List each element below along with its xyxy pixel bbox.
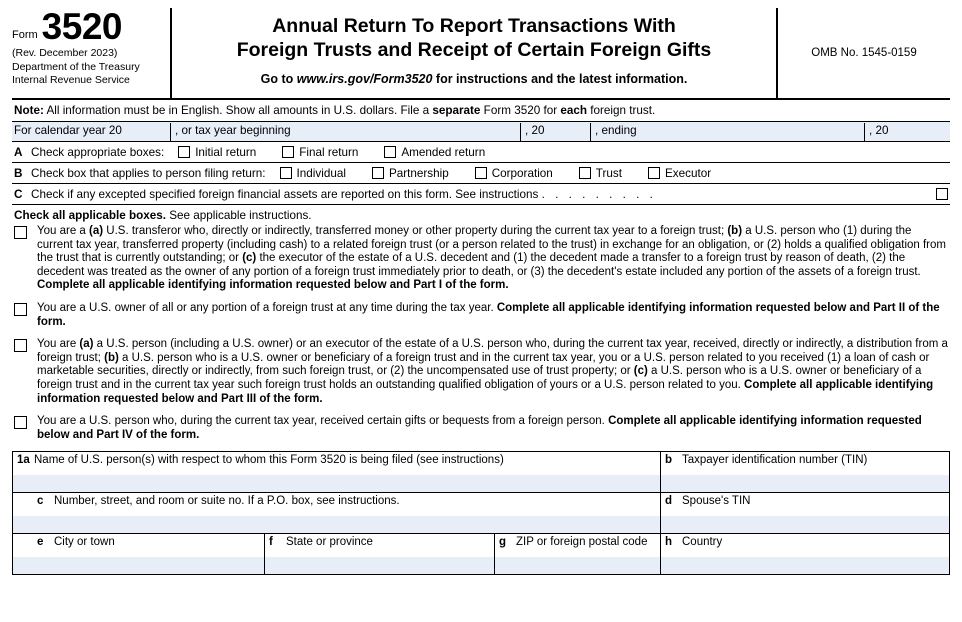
checkbox-item-part-2-text: You are a U.S. owner of all or any portion of a foreign trust at any time during the tax year. Complete all applicable identifying information requested below and Part II of the form. <box>37 301 940 328</box>
checkbox-item-part-4-text: You are a U.S. person who, during the current tax year, received certain gifts or bequests from a foreign person. Complete all applicable identifying information requested below and Part IV of the form. <box>37 415 922 441</box>
checkbox-initial-return[interactable] <box>178 146 256 159</box>
department-line-2: Internal Revenue Service <box>12 74 130 86</box>
omb-number: OMB No. 1545-0159 <box>811 47 917 59</box>
checkbox-icon[interactable] <box>475 167 487 179</box>
note-text-1: All information must be in English. Show all amounts in U.S. dollars. File a <box>43 104 433 117</box>
line-1b-letter: b <box>665 454 673 467</box>
line-1c-letter: c <box>37 495 44 508</box>
irs-form-url[interactable]: www.irs.gov/Form3520 <box>296 72 433 86</box>
goto-prefix: Go to <box>260 72 297 86</box>
checkbox-individual-label: Individual <box>296 166 346 180</box>
line-a-letter: A <box>14 145 23 159</box>
table-row <box>13 534 949 575</box>
input-name-of-us-person[interactable] <box>13 475 660 492</box>
for-calendar-year-label: For calendar year 20 <box>14 124 122 137</box>
note-emphasis-each: each <box>560 104 587 117</box>
input-zip-code[interactable] <box>495 557 660 574</box>
checkbox-item-part-3[interactable] <box>12 338 950 415</box>
line-1f-letter: f <box>269 536 273 549</box>
table-row <box>13 452 949 493</box>
line-1a-letter: 1a <box>17 454 30 467</box>
checkbox-item-part-4[interactable] <box>12 415 950 451</box>
goto-suffix: for instructions and the latest information. <box>432 72 688 86</box>
note-text-3: foreign trust. <box>586 104 656 117</box>
checkbox-icon[interactable] <box>280 167 292 179</box>
field-tin[interactable] <box>661 452 949 492</box>
checkbox-icon[interactable] <box>579 167 591 179</box>
checkbox-icon[interactable] <box>384 146 396 158</box>
field-spouse-tin[interactable] <box>661 493 949 533</box>
checkbox-item-part-3-text: You are (a) a U.S. person (including a U.S. owner) or an executor of the estate of a U.S. person who, during the current tax year, received, directly or indirectly, a distribution from a foreign trust; (b) a U.S. person who is a U.S. owner or beneficiary of a foreign trust and in the current tax year, you or a U.S. person related to you received (1) a loan of cash or marketable securities, directly or indirectly, from such foreign trust, or (2) the uncompensated use of trust property; or (c) a U.S. person who is a U.S. owner or beneficiary of a foreign trust and in the current tax year such foreign trust holds an outstanding qualified obligation of yours or a U.S. person related to you. Complete all applicable identifying information requested below and Part III of the form. <box>37 338 948 405</box>
checkbox-corporation[interactable] <box>475 167 553 180</box>
checkbox-icon[interactable] <box>14 303 27 316</box>
checkbox-icon[interactable] <box>648 167 660 179</box>
form-word-label: Form <box>12 29 38 41</box>
checkbox-excepted-assets[interactable] <box>936 188 948 200</box>
form-revision: (Rev. December 2023) <box>12 47 118 59</box>
checkbox-icon[interactable] <box>14 339 27 352</box>
table-row <box>13 493 949 534</box>
field-name-of-us-person[interactable] <box>13 452 661 492</box>
field-city-or-town[interactable] <box>13 534 265 574</box>
checkbox-item-part-1-text: You are a (a) U.S. transferor who, directly or indirectly, transferred money or other property during the current tax year to a foreign trust; (b) a U.S. person who (1) during the current tax year, transferred property (including cash) to a related foreign trust (or a person related to the trust) in exchange for an obligation, or (2) holds a qualified obligation from the trust that is currently outstanding; or (c) the executor of the estate of a U.S. decedent and (1) the decedent made a transfer to a foreign trust by reason of death, (2) the decedent was treated as the owner of any portion of a foreign trust immediately prior to death, or (3) the decedent's estate included any portion of the assets of a foreign trust. Complete all applicable identifying information requested below and Part I of the form. <box>37 225 946 292</box>
checkbox-amended-return[interactable] <box>384 146 485 159</box>
checkbox-initial-return-label: Initial return <box>195 145 257 159</box>
input-city-or-town[interactable] <box>13 557 264 574</box>
beginning-year-label: , 20 <box>525 124 545 137</box>
input-spouse-tin[interactable] <box>661 516 949 533</box>
line-1g-letter: g <box>499 536 507 549</box>
checkbox-icon[interactable] <box>372 167 384 179</box>
input-street-address[interactable] <box>13 516 660 533</box>
checkbox-amended-return-label: Amended return <box>401 145 486 159</box>
form-identity-block <box>12 8 172 98</box>
checkbox-executor[interactable] <box>648 167 711 180</box>
field-zip-code[interactable] <box>495 534 661 574</box>
checkbox-trust[interactable] <box>579 167 622 180</box>
checkbox-icon[interactable] <box>14 226 27 239</box>
line-1b-label: Taxpayer identification number (TIN) <box>682 454 868 467</box>
line-c-text-wrap <box>31 188 936 201</box>
form-number: 3520 <box>41 6 122 47</box>
checkbox-final-return-label: Final return <box>299 145 359 159</box>
check-all-applicable-heading <box>12 205 950 225</box>
or-tax-year-beginning-label: , or tax year beginning <box>175 124 291 137</box>
checkbox-partnership-label: Partnership <box>388 166 449 180</box>
line-a-label: Check appropriate boxes: <box>31 145 165 159</box>
department-line-1: Department of the Treasury <box>12 60 140 73</box>
ending-year-label: , 20 <box>869 124 889 137</box>
form-title-line-2: Foreign Trusts and Receipt of Certain Foreign Gifts <box>236 39 712 61</box>
checkbox-final-return[interactable] <box>282 146 358 159</box>
input-state-or-province[interactable] <box>265 557 494 574</box>
line-b-label: Check box that applies to person filing return: <box>31 166 266 180</box>
check-all-bold: Check all applicable boxes. <box>14 209 167 222</box>
note-text-2: Form 3520 for <box>480 104 561 117</box>
leader-dots: . . . . . . . . . <box>541 187 657 201</box>
line-b-row <box>12 163 950 184</box>
checkbox-individual[interactable] <box>280 167 346 180</box>
checkbox-item-part-1[interactable] <box>12 225 950 302</box>
checkbox-icon[interactable] <box>14 416 27 429</box>
identifying-information-table <box>12 451 950 575</box>
input-tin[interactable] <box>661 475 949 492</box>
line-c-row <box>12 184 950 205</box>
form-title-block <box>172 8 778 98</box>
note-label: Note: <box>14 104 44 117</box>
check-all-rest: See applicable instructions. <box>166 209 312 222</box>
field-state-or-province[interactable] <box>265 534 495 574</box>
checkbox-trust-label: Trust <box>595 166 622 180</box>
line-1e-label: City or town <box>54 536 115 549</box>
checkbox-item-part-2[interactable] <box>12 302 950 338</box>
line-1h-label: Country <box>682 536 723 549</box>
field-country[interactable] <box>661 534 949 574</box>
field-street-address[interactable] <box>13 493 661 533</box>
line-1f-label: State or province <box>286 536 373 549</box>
line-1d-letter: d <box>665 495 673 508</box>
line-1a-label: Name of U.S. person(s) with respect to whom this Form 3520 is being filed (see instructions) <box>34 454 504 467</box>
goto-instructions-line <box>182 72 766 86</box>
checkbox-executor-label: Executor <box>665 166 712 180</box>
form-title-line-1: Annual Return To Report Transactions With <box>272 15 676 37</box>
line-1c-label: Number, street, and room or suite no. If a P.O. box, see instructions. <box>54 495 400 508</box>
line-1h-letter: h <box>665 536 673 549</box>
note-emphasis-separate: separate <box>432 104 481 117</box>
note-row <box>12 100 950 122</box>
line-a-row <box>12 142 950 163</box>
line-1d-label: Spouse's TIN <box>682 495 751 508</box>
checkbox-corporation-label: Corporation <box>491 166 553 180</box>
checkbox-partnership[interactable] <box>372 167 449 180</box>
line-1e-letter: e <box>37 536 44 549</box>
ending-label: , ending <box>595 124 637 137</box>
line-1g-label: ZIP or foreign postal code <box>516 536 648 549</box>
form-header <box>12 8 950 100</box>
line-c-letter: C <box>14 187 23 201</box>
tax-year-row[interactable] <box>12 122 950 142</box>
line-b-letter: B <box>14 166 23 180</box>
line-c-text: Check if any excepted specified foreign financial assets are reported on this form. See instructions <box>31 187 539 201</box>
checkbox-icon[interactable] <box>282 146 294 158</box>
input-country[interactable] <box>661 557 949 574</box>
checkbox-icon[interactable] <box>178 146 190 158</box>
